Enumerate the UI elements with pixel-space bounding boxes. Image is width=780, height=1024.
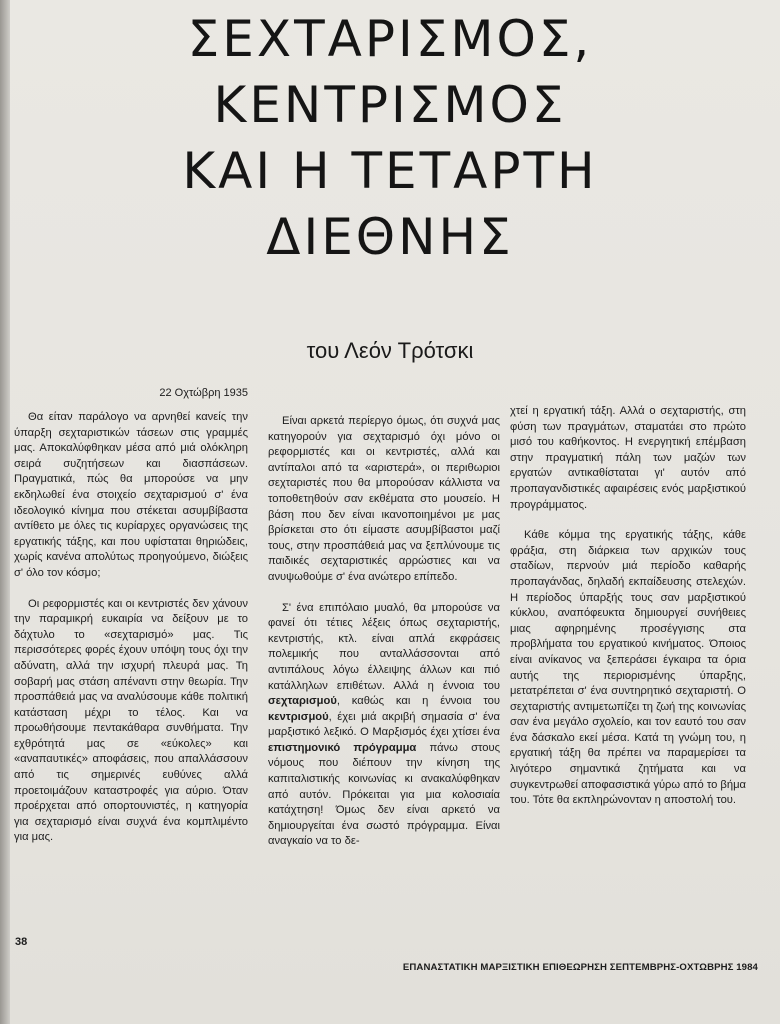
page-binding-shadow xyxy=(0,0,10,1024)
paragraph: Είναι αρκετά περίεργο όμως, ότι συχνά μας κατηγορούν για σεχταρισμό όχι μόνο οι ρεφορμιστές και οι κεντριστές, αλλά και αντίπαλοι από τα «αριστερά», οι περιθωριοι σεχταριστές που θα μπορούσαν κάλλιστα να τοποθετηθούν σαν εκθέματα στο μουσείο. Η βάση που δεν είναι ικανοποιημένοι με μας βρίσκεται στο ότι είμαστε ασυμβίβαστοι μαζί τους, στην προσπάθειά μας να ξεπλύνουμε τις παιδικές σεχταριστικές αρρώστιες και να ανυψωθούμε σ' ένα ανώτερο επίπεδο. xyxy=(268,415,500,583)
title-line-3: ΚΑΙ Η ΤΕΤΑΡΤΗ xyxy=(182,142,598,200)
article-date: 22 Οχτώβρη 1935 xyxy=(159,387,248,399)
paragraph: Οι ρεφορμιστές και οι κεντριστές δεν χάνουν την παραμικρή ευκαιρία να δείξουν με το δάχτυλο το «σεχταρισμό» μας. Τις περισσότερες φορές έχουν υπόψη τους όχι την αδύνατη, αλλά την ισχυρή πλευρά μας. Τη σοβαρή μας στάση απέναντι στην θεωρία. Την προσπάθειά μας να αναλύσουμε κάθε πολιτική κατάσταση μέχρι το τέλος. Και να προωθήσουμε πεντακάθαρα συνθήματα. Την εχθρότητά μας σε «εύκολες» και «αναπαυτικές» αποφάσεις, που απαλλάσσουν από τις σημερινές ευθύνες αλλά προετοιμάζουν καταστροφές για αύριο. Όταν προέρχεται από οπορτουνιστές, η κατηγορία για σεχταρισμό είναι συχνά ένα κομπλιμέντο για μας. xyxy=(14,597,248,844)
article-title xyxy=(100,6,680,270)
title-line-1: ΣΕΧΤΑΡΙΣΜΟΣ, xyxy=(187,10,593,68)
page-footer: ΕΠΑΝΑΣΤΑΤΙΚΗ ΜΑΡΞΙΣΤΙΚΗ ΕΠΙΘΕΩΡΗΣΗ ΣΕΠΤΕΜΒΡΗΣ-ΟΧΤΩΒΡΗΣ 1984 xyxy=(402,962,758,973)
article-author: του Λεόν Τρότσκι xyxy=(306,338,474,363)
paragraph: χτεί η εργατική τάξη. Αλλά ο σεχταριστής, στη φύση των πραγμάτων, σταματάει στο πρώτο μισό του καθήκοντος. Η ενεργητική επέμβαση στην πραγματική πάλη των μαζών των εργατών αντικαθίσταται γι' αυτόν από προπαγανδιστικές αφαιρέσεις ενός μαρξιστικού προγράμματος. xyxy=(510,405,746,511)
emphasis-term: επιστημονικό πρόγραμμα xyxy=(268,741,417,754)
text-run: , έχει μιά ακριβή σημασία σ' ένα μαρξιστικό λεξικό. Ο Μαρξισμός έχει χτίσει ένα xyxy=(268,710,500,739)
emphasis-term: κεντρισμού xyxy=(268,710,329,723)
text-column-2 xyxy=(268,414,500,850)
text-column-3 xyxy=(510,404,746,809)
paragraph: Θα είταν παράλογο να αρνηθεί κανείς την ύπαρξη σεχταριστικών τάσεων στις γραμμές μας. Αποκαλύφθηκαν μέσα από μιά ολόκληρη σειρά συζητήσεων και διασπάσεων. Πραγματικά, πώς θα μπορούσε να μην εκδηλωθεί ένα στοιχείο σεχταρισμού σ' ένα ιδεολογικό κίνημα που στέκεται ασυμβίβαστα αντίθετο με όλες τις κυρίαρχες οργανώσεις της εργατικής τάξης, και που υφίσταται θηριώδεις, χωρίς κανένα απολύτως προηγούμενο, διώξεις σ' όλο τον κόσμο; xyxy=(14,411,248,579)
text-run: πάνω στους νόμους που διέπουν την κίνηση της καπιταλιστικής κοινωνίας κι ανακαλύφθηκαν από αυτόν. Πρόκειται για μια κολοσιαία κατάχτηση! Όμως δεν είναι αρκετό να δημιουργείται ένα σωστό πρόγραμμα. Είναι αναγκαίο να το δε- xyxy=(268,741,500,848)
text-column-1 xyxy=(14,410,248,846)
page-number: 38 xyxy=(15,936,28,948)
title-line-4: ΔΙΕΘΝΗΣ xyxy=(266,208,514,266)
paragraph xyxy=(268,601,500,851)
text-run: Σ' ένα επιπόλαιο μυαλό, θα μπορούσε να φανεί ότι τέτιες λέξεις όπως σεχταριστής, κεντριστής, κτλ. είναι απλά εκφράσεις πολεμικής που ανταλλάσσονται από αντιπάλους λόγω έλλειψης άλλων και πιό κατάλληλων επιθέτων. Αλλά η έννοια του xyxy=(268,601,500,692)
paragraph: Κάθε κόμμα της εργατικής τάξης, κάθε φράξια, στη διάρκεια των αρχικών τους σταδίων, περνούν μιά περίοδο καθαρής προπαγάνδας, δηλαδή εκπαίδευσης στελεχών. Η περίοδος ύπαρξής τους σαν μαρξιστικού κύκλου, αναπόφευκτα δημιουργεί συνήθειες μιας αφηρημένης προσέγγισης στα προβλήματα του εργατικού κινήματος. Όποιος είναι ανίκανος να ξεπεράσει έγκαιρα τα όρια αυτής της περιορισμένης ύπαρξης, μετατρέπεται σ' ένα συντηρητικό σεχταριστή. Ο σεχταριστής αντιμετωπίζει τη ζωή της κοινωνίας σαν ένα μεγάλο σχολείο, και τον εαυτό του σαν ένα δάσκαλο εκεί μέσα. Κατά τη γνώμη του, η εργατική τάξη θα πρέπει να παραμερίσει τα λιγότερο σημαντικά ζητήματα και να συγκεντρωθεί αποφασιστικά γύρω από το βήμα του. Τότε θα εκπληρώνονταν η αποστολή του. xyxy=(510,529,746,807)
text-run: , καθώς και η έννοια του xyxy=(336,695,500,708)
emphasis-term: σεχταρισμού xyxy=(268,695,337,708)
title-line-2: ΚΕΝΤΡΙΣΜΟΣ xyxy=(213,76,567,134)
